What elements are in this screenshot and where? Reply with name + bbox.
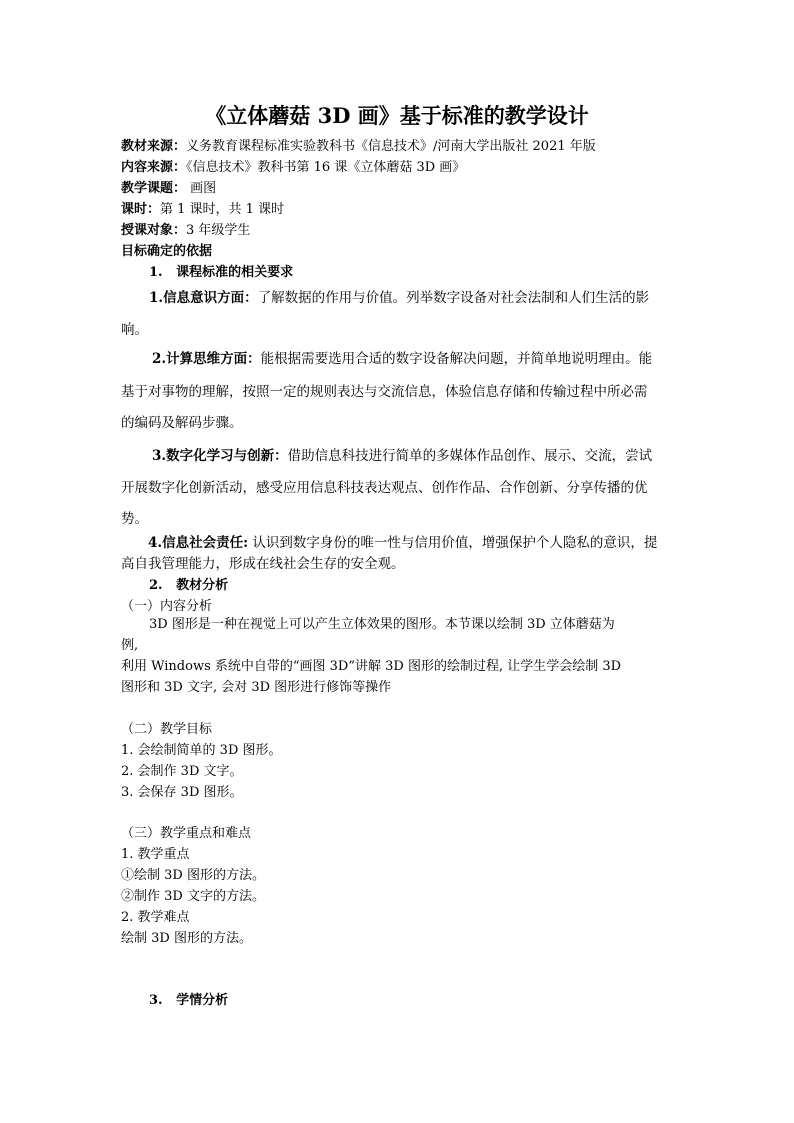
req2-line3: 的编码及解码步骤。 xyxy=(121,415,243,431)
meta-audience xyxy=(121,223,250,239)
req1-label: 1.信息意识方面： xyxy=(149,290,258,306)
req3-line2: 开展数字化创新活动，感受应用信息科技表达观点、创作作品、合作创新、分享传播的优 xyxy=(121,480,648,496)
req3-text: 借助信息科技进行简单的多媒体作品创作、展示、交流，尝试 xyxy=(287,448,653,464)
key-item: ②制作 3D 文字的方法。 xyxy=(121,889,265,904)
req1-line2: 响。 xyxy=(121,322,148,338)
req4-label: 4.信息社会责任: xyxy=(148,535,249,551)
req1-text: 了解数据的作用与价值。列举数字设备对社会法制和人们生活的影 xyxy=(257,290,650,306)
key-item: ①绘制 3D 图形的方法。 xyxy=(121,868,265,883)
req3-label: 3.数字化学习与创新： xyxy=(152,448,288,464)
req3-line1 xyxy=(152,448,652,464)
document-title: 《立体蘑菇 3D 画》基于标准的教学设计 xyxy=(205,103,589,128)
meta-label: 教材来源： xyxy=(121,139,187,154)
goal-item: 1. 会绘制简单的 3D 图形。 xyxy=(121,743,282,758)
content-analysis-line4: 图形和 3D 文字, 会对 3D 图形进行修饰等操作 xyxy=(121,680,392,695)
meta-value: 义务教育课程标准实验教科书《信息技术》/河南大学出版社 2021 年版 xyxy=(186,139,596,154)
req2-line1 xyxy=(152,351,652,367)
goal-item: 2. 会制作 3D 文字。 xyxy=(121,764,243,779)
req4-line2: 高自我管理能力，形成在线社会生存的安全观。 xyxy=(121,556,405,572)
difficulty-item: 绘制 3D 图形的方法。 xyxy=(121,931,252,946)
difficulty-heading: 2. 教学难点 xyxy=(121,910,190,925)
req4-text: 认识到数字身份的唯一性与信用价值，增强保护个人隐私的意识，提 xyxy=(248,535,658,551)
content-analysis-line1: 3D 图形是一种在视觉上可以产生立体效果的图形。本节课以绘制 3D 立体蘑菇为 xyxy=(149,617,615,632)
meta-source xyxy=(121,139,596,155)
section3-heading: 3. 学情分析 xyxy=(149,993,229,1008)
section1-heading: 1. 课程标准的相关要求 xyxy=(149,265,294,280)
keypoints-heading: （三）教学重点和难点 xyxy=(121,826,252,841)
meta-value: 3 年级学生 xyxy=(186,223,251,238)
meta-topic xyxy=(121,181,216,197)
key-heading: 1. 教学重点 xyxy=(121,847,190,862)
goal-item: 3. 会保存 3D 图形。 xyxy=(121,785,243,800)
meta-label: 授课对象： xyxy=(121,223,187,238)
meta-label: 教学课题： xyxy=(121,181,187,196)
basis-heading: 目标确定的依据 xyxy=(121,244,213,259)
meta-value: 画图 xyxy=(186,181,217,196)
content-analysis-line2: 例, xyxy=(121,638,139,653)
meta-label: 课时： xyxy=(121,202,161,217)
meta-content-source xyxy=(121,160,465,176)
req1-line1 xyxy=(149,290,649,306)
req4-line1 xyxy=(148,535,657,551)
section2-heading: 2. 教材分析 xyxy=(149,578,229,593)
meta-value: 《信息技术》教科书第 16 课《立体蘑菇 3D 画》 xyxy=(186,160,466,175)
content-analysis-heading: （一）内容分析 xyxy=(121,599,213,614)
meta-periods xyxy=(121,202,284,218)
req2-label: 2.计算思维方面： xyxy=(152,351,261,367)
content-analysis-line3: 利用 Windows 系统中自带的“画图 3D”讲解 3D 图形的绘制过程, 让学生学会绘制 3D xyxy=(121,659,622,674)
meta-value: 第 1 课时，共 1 课时 xyxy=(160,202,285,217)
req3-line3: 势。 xyxy=(121,511,148,527)
goals-heading: （二）教学目标 xyxy=(121,722,213,737)
meta-label: 内容来源： xyxy=(121,160,187,175)
req2-text: 能根据需要选用合适的数字设备解决问题，并简单地说明理由。能 xyxy=(260,351,653,367)
req2-line2: 基于对事物的理解，按照一定的规则表达与交流信息，体验信息存储和传输过程中所必需 xyxy=(121,384,648,400)
